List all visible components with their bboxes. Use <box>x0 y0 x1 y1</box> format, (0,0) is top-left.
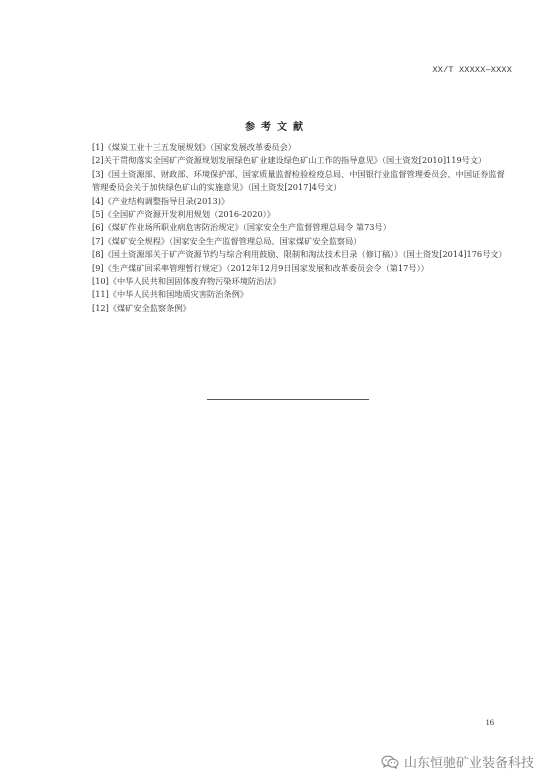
reference-item-4: [4]《产业结构调整指导目录(2013)》 <box>92 195 230 206</box>
reference-item-12: [12]《煤矿安全监察条例》 <box>92 302 191 313</box>
watermark <box>381 752 534 771</box>
reference-item-6: [6]《煤矿作业场所职业病危害防治规定》（国家安全生产监督管理总局令 第73号） <box>92 222 391 233</box>
reference-item-11: [11]《中华人民共和国地质灾害防治条例》 <box>92 289 248 300</box>
reference-item-10: [10]《中华人民共和国固体废弃物污染环境防治法》 <box>92 276 281 287</box>
reference-list <box>92 141 510 315</box>
wechat-icon <box>381 755 399 769</box>
reference-item-7: [7]《煤矿安全规程》（国家安全生产监督管理总局、国家煤矿安全监察局） <box>92 235 362 246</box>
reference-item-9: [9]《生产煤矿回采率管理暂行规定》（2012年12月9日国家发展和改革委员会令（第17号）） <box>92 262 429 273</box>
section-title: 参考文献 <box>245 122 309 133</box>
reference-item-5: [5]《全国矿产资源开发利用规划（2016-2020）》 <box>92 209 275 220</box>
reference-item-1: [1]《煤炭工业十三五发展规划》（国家发展改革委员会） <box>92 142 296 152</box>
watermark-text: 山东恒驰矿业装备科技 <box>403 756 534 771</box>
end-of-document-rule <box>207 399 369 400</box>
reference-item-2: [2]关于贯彻落实全国矿产资源规划发展绿色矿业建设绿色矿山工作的指导意见》（国土资发[2010]119号文） <box>92 155 487 166</box>
page-number: 16 <box>485 717 494 727</box>
reference-item-3: [3]《国土资源部、财政部、环境保护部、国家质量监督检验检疫总局、中国银行业监督管理委员会、中国证券监督管理委员会关于加快绿色矿山的实施意见》（国土资发[2017]4号文） <box>92 168 505 193</box>
standard-code: XX/T XXXXX—XXXX <box>432 65 512 75</box>
reference-item-8: [8]《国土资源部关于矿产资源节约与综合利用鼓励、限制和淘汰技术目录（修订稿）》（国土资发[2014]176号文） <box>92 249 507 260</box>
